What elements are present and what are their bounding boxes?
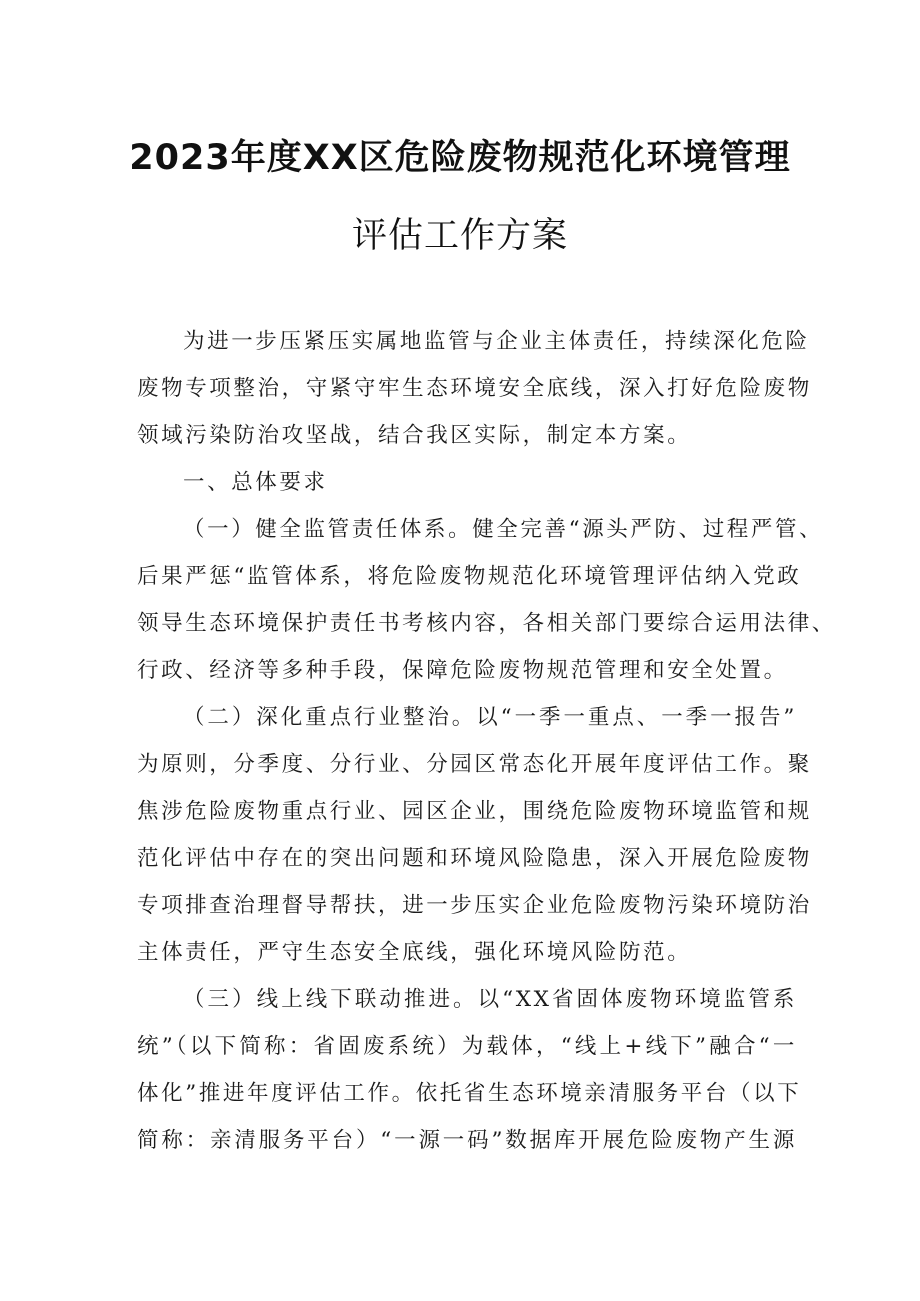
text-line: 一、总体要求 <box>183 470 328 495</box>
document-body <box>137 318 836 1164</box>
text-line: 后果严惩“监管体系，将危险废物规范化环境管理评估纳入党政 <box>137 564 802 589</box>
document-title-line-2: 评估工作方案 <box>351 216 568 256</box>
paragraph-item-2 <box>137 694 812 976</box>
text-line: （一）健全监管责任体系。健全完善“源头严防、过程严管、 <box>183 517 824 542</box>
text-line: 统”（以下简称：省固废系统）为载体，“线上+线下”融合“一 <box>137 1034 797 1059</box>
text-line: 专项排查治理督导帮扶，进一步压实企业危险废物污染环境防治 <box>137 893 812 918</box>
section-heading <box>137 459 797 506</box>
text-line: 为原则，分季度、分行业、分园区常态化开展年度评估工作。聚 <box>137 752 812 777</box>
text-line: 范化评估中存在的突出问题和环境风险隐患，深入开展危险废物 <box>137 846 812 871</box>
paragraph-item-1 <box>137 506 836 694</box>
paragraph-item-3 <box>137 976 802 1164</box>
text-line: 领域污染防治攻坚战，结合我区实际，制定本方案。 <box>137 423 692 448</box>
paragraph-intro <box>137 318 812 459</box>
text-line: 主体责任，严守生态安全底线，强化环境风险防范。 <box>137 940 692 965</box>
text-line: 行政、经济等多种手段，保障危险废物规范管理和安全处置。 <box>137 658 788 683</box>
text-line: 简称：亲清服务平台）“一源一码”数据库开展危险废物产生源 <box>137 1128 797 1153</box>
text-line: 体化”推进年度评估工作。依托省生态环境亲清服务平台（以下 <box>137 1081 802 1106</box>
text-line: 领导生态环境保护责任书考核内容，各相关部门要综合运用法律、 <box>137 611 836 636</box>
text-line: 废物专项整治，守紧守牢生态环境安全底线，深入打好危险废物 <box>137 376 812 401</box>
text-line: 焦涉危险废物重点行业、园区企业，围绕危险废物环境监管和规 <box>137 799 812 824</box>
document-title-line-1: 2023年度XX区危险废物规范化环境管理 <box>129 138 791 178</box>
text-line: （三）线上线下联动推进。以“XX省固体废物环境监管系 <box>183 987 797 1012</box>
text-line: （二）深化重点行业整治。以“一季一重点、一季一报告” <box>183 705 797 730</box>
text-line: 为进一步压紧压实属地监管与企业主体责任，持续深化危险 <box>183 329 810 354</box>
